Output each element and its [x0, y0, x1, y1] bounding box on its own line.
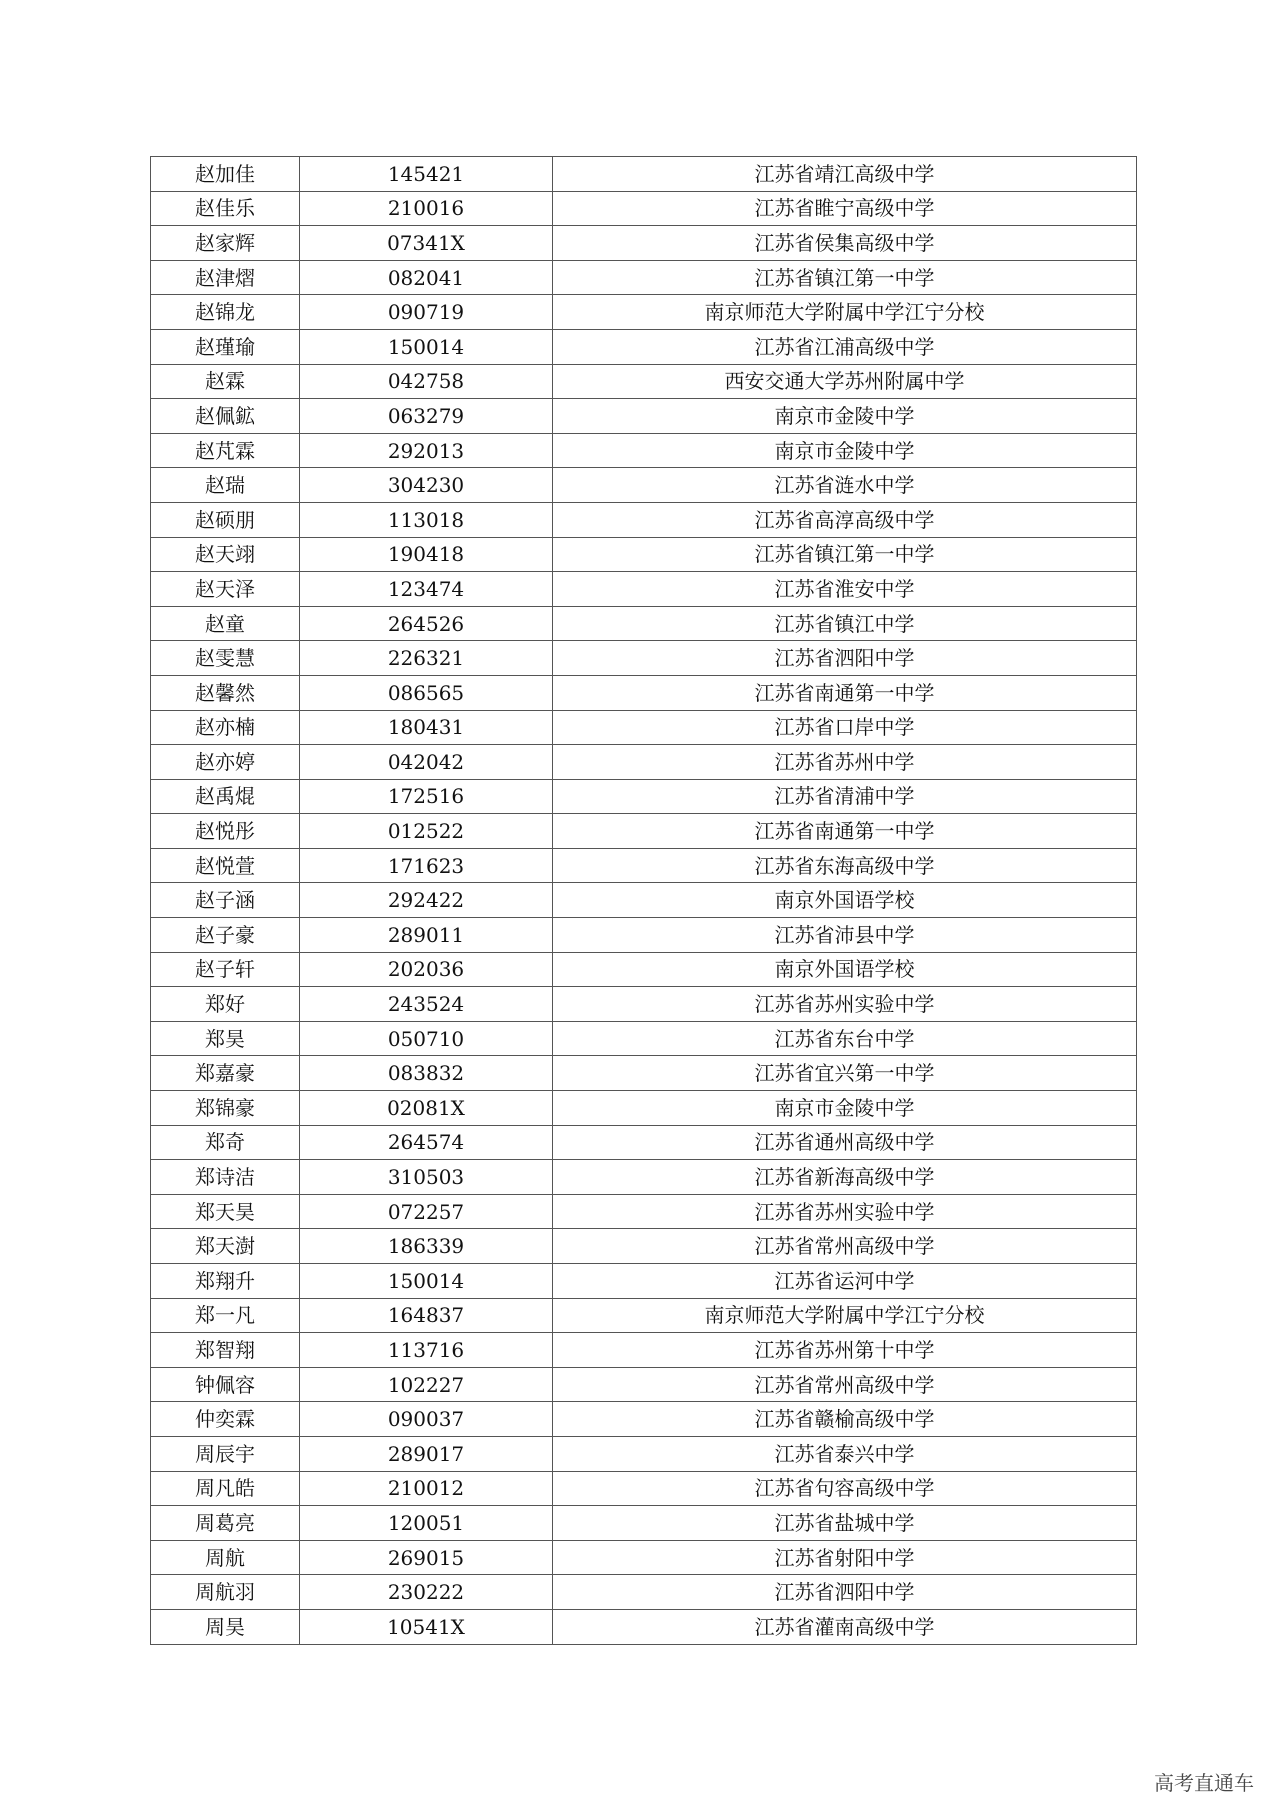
table-row: [151, 572, 1137, 607]
school-name-cell: 江苏省苏州中学: [553, 745, 1137, 780]
table-row: [151, 502, 1137, 537]
school-name-cell: 江苏省靖江高级中学: [553, 157, 1137, 192]
student-name-cell: 赵子轩: [151, 952, 300, 987]
table-row: [151, 987, 1137, 1022]
table-row: [151, 157, 1137, 192]
student-name-cell: 仲奕霖: [151, 1402, 300, 1437]
student-name-cell: 赵芃霖: [151, 433, 300, 468]
student-id-cell: 310503: [300, 1160, 553, 1195]
table-row: [151, 468, 1137, 503]
student-name-cell: 赵亦楠: [151, 710, 300, 745]
student-id-cell: 304230: [300, 468, 553, 503]
table-row: [151, 1575, 1137, 1610]
table-row: [151, 226, 1137, 261]
student-name-cell: 郑一凡: [151, 1298, 300, 1333]
student-name-cell: 周航: [151, 1540, 300, 1575]
table-row: [151, 1298, 1137, 1333]
table-row: [151, 260, 1137, 295]
student-id-cell: 292013: [300, 433, 553, 468]
student-id-cell: 072257: [300, 1194, 553, 1229]
school-name-cell: 江苏省江浦高级中学: [553, 329, 1137, 364]
table-row: [151, 191, 1137, 226]
student-name-cell: 赵悦萱: [151, 848, 300, 883]
table-row: [151, 329, 1137, 364]
student-id-cell: 083832: [300, 1056, 553, 1091]
student-id-cell: 264574: [300, 1125, 553, 1160]
table-row: [151, 710, 1137, 745]
school-name-cell: 江苏省灌南高级中学: [553, 1609, 1137, 1644]
school-name-cell: 南京师范大学附属中学江宁分校: [553, 1298, 1137, 1333]
table-row: [151, 918, 1137, 953]
student-id-cell: 086565: [300, 675, 553, 710]
watermark: 高考直通车: [1154, 1771, 1254, 1795]
school-name-cell: 江苏省睢宁高级中学: [553, 191, 1137, 226]
school-name-cell: 江苏省宜兴第一中学: [553, 1056, 1137, 1091]
school-name-cell: 南京外国语学校: [553, 952, 1137, 987]
table-row: [151, 883, 1137, 918]
student-name-cell: 周辰宇: [151, 1436, 300, 1471]
table-row: [151, 537, 1137, 572]
school-name-cell: 江苏省苏州实验中学: [553, 987, 1137, 1022]
student-id-cell: 090037: [300, 1402, 553, 1437]
table-row: [151, 1160, 1137, 1195]
student-id-cell: 172516: [300, 779, 553, 814]
student-name-cell: 周昊: [151, 1609, 300, 1644]
table-row: [151, 1229, 1137, 1264]
student-id-cell: 113018: [300, 502, 553, 537]
school-name-cell: 江苏省常州高级中学: [553, 1367, 1137, 1402]
school-name-cell: 江苏省东海高级中学: [553, 848, 1137, 883]
student-name-cell: 郑翔升: [151, 1264, 300, 1299]
table-row: [151, 675, 1137, 710]
student-name-cell: 赵加佳: [151, 157, 300, 192]
school-name-cell: 江苏省句容高级中学: [553, 1471, 1137, 1506]
table-row: [151, 606, 1137, 641]
student-id-cell: 012522: [300, 814, 553, 849]
student-id-cell: 171623: [300, 848, 553, 883]
student-id-cell: 210012: [300, 1471, 553, 1506]
table-row: [151, 1471, 1137, 1506]
student-id-cell: 123474: [300, 572, 553, 607]
student-id-cell: 264526: [300, 606, 553, 641]
table-row: [151, 1333, 1137, 1368]
table-row: [151, 1091, 1137, 1126]
school-name-cell: 江苏省苏州第十中学: [553, 1333, 1137, 1368]
school-name-cell: 江苏省南通第一中学: [553, 814, 1137, 849]
student-id-cell: 164837: [300, 1298, 553, 1333]
student-name-cell: 赵家辉: [151, 226, 300, 261]
school-name-cell: 江苏省镇江中学: [553, 606, 1137, 641]
table-row: [151, 779, 1137, 814]
table-row: [151, 1540, 1137, 1575]
student-id-cell: 226321: [300, 641, 553, 676]
student-name-cell: 赵瑾瑜: [151, 329, 300, 364]
student-name-cell: 周航羽: [151, 1575, 300, 1610]
table-row: [151, 1367, 1137, 1402]
table-row: [151, 1436, 1137, 1471]
student-id-cell: 063279: [300, 399, 553, 434]
table-row: [151, 364, 1137, 399]
table-row: [151, 1021, 1137, 1056]
table-row: [151, 1056, 1137, 1091]
student-id-cell: 269015: [300, 1540, 553, 1575]
student-name-cell: 郑锦豪: [151, 1091, 300, 1126]
school-name-cell: 江苏省侯集高级中学: [553, 226, 1137, 261]
student-name-cell: 郑智翔: [151, 1333, 300, 1368]
student-name-cell: 郑诗洁: [151, 1160, 300, 1195]
table-row: [151, 399, 1137, 434]
student-name-cell: 赵霖: [151, 364, 300, 399]
school-name-cell: 江苏省通州高级中学: [553, 1125, 1137, 1160]
student-id-cell: 082041: [300, 260, 553, 295]
student-id-cell: 145421: [300, 157, 553, 192]
table-row: [151, 745, 1137, 780]
student-id-cell: 090719: [300, 295, 553, 330]
school-name-cell: 南京师范大学附属中学江宁分校: [553, 295, 1137, 330]
table-row: [151, 1125, 1137, 1160]
school-name-cell: 江苏省清浦中学: [553, 779, 1137, 814]
student-name-cell: 赵子豪: [151, 918, 300, 953]
student-name-cell: 郑奇: [151, 1125, 300, 1160]
school-name-cell: 江苏省泗阳中学: [553, 1575, 1137, 1610]
school-name-cell: 江苏省运河中学: [553, 1264, 1137, 1299]
student-name-cell: 赵佳乐: [151, 191, 300, 226]
student-id-cell: 289017: [300, 1436, 553, 1471]
student-name-cell: 郑天澍: [151, 1229, 300, 1264]
student-name-cell: 周葛亮: [151, 1506, 300, 1541]
student-id-cell: 202036: [300, 952, 553, 987]
student-id-cell: 292422: [300, 883, 553, 918]
school-name-cell: 江苏省苏州实验中学: [553, 1194, 1137, 1229]
student-name-cell: 赵雯慧: [151, 641, 300, 676]
student-id-cell: 102227: [300, 1367, 553, 1402]
student-id-cell: 180431: [300, 710, 553, 745]
school-name-cell: 江苏省射阳中学: [553, 1540, 1137, 1575]
school-name-cell: 江苏省泰兴中学: [553, 1436, 1137, 1471]
table-row: [151, 433, 1137, 468]
school-name-cell: 江苏省东台中学: [553, 1021, 1137, 1056]
school-name-cell: 南京外国语学校: [553, 883, 1137, 918]
student-id-cell: 230222: [300, 1575, 553, 1610]
student-table-body: [151, 157, 1137, 1645]
school-name-cell: 江苏省高淳高级中学: [553, 502, 1137, 537]
school-name-cell: 江苏省淮安中学: [553, 572, 1137, 607]
table-row: [151, 641, 1137, 676]
student-id-cell: 120051: [300, 1506, 553, 1541]
student-name-cell: 郑好: [151, 987, 300, 1022]
school-name-cell: 江苏省赣榆高级中学: [553, 1402, 1137, 1437]
school-name-cell: 江苏省涟水中学: [553, 468, 1137, 503]
student-name-cell: 周凡皓: [151, 1471, 300, 1506]
school-name-cell: 江苏省镇江第一中学: [553, 260, 1137, 295]
table-row: [151, 295, 1137, 330]
school-name-cell: 江苏省泗阳中学: [553, 641, 1137, 676]
student-id-cell: 02081X: [300, 1091, 553, 1126]
table-row: [151, 1506, 1137, 1541]
student-id-cell: 289011: [300, 918, 553, 953]
student-name-cell: 赵禹焜: [151, 779, 300, 814]
school-name-cell: 江苏省沛县中学: [553, 918, 1137, 953]
table-row: [151, 848, 1137, 883]
student-name-cell: 赵悦彤: [151, 814, 300, 849]
student-name-cell: 钟佩容: [151, 1367, 300, 1402]
school-name-cell: 西安交通大学苏州附属中学: [553, 364, 1137, 399]
school-name-cell: 江苏省口岸中学: [553, 710, 1137, 745]
student-name-cell: 赵硕朋: [151, 502, 300, 537]
student-id-cell: 050710: [300, 1021, 553, 1056]
school-name-cell: 江苏省常州高级中学: [553, 1229, 1137, 1264]
student-name-cell: 郑嘉豪: [151, 1056, 300, 1091]
student-id-cell: 113716: [300, 1333, 553, 1368]
student-name-cell: 赵天翊: [151, 537, 300, 572]
student-name-cell: 赵亦婷: [151, 745, 300, 780]
school-name-cell: 江苏省镇江第一中学: [553, 537, 1137, 572]
student-name-cell: 赵子涵: [151, 883, 300, 918]
student-name-cell: 赵童: [151, 606, 300, 641]
table-row: [151, 1264, 1137, 1299]
student-name-cell: 郑天昊: [151, 1194, 300, 1229]
school-name-cell: 南京市金陵中学: [553, 433, 1137, 468]
student-id-cell: 186339: [300, 1229, 553, 1264]
school-name-cell: 江苏省南通第一中学: [553, 675, 1137, 710]
student-name-cell: 赵佩鉱: [151, 399, 300, 434]
student-name-cell: 郑昊: [151, 1021, 300, 1056]
table-row: [151, 1609, 1137, 1644]
student-id-cell: 10541X: [300, 1609, 553, 1644]
student-id-cell: 243524: [300, 987, 553, 1022]
student-id-cell: 042758: [300, 364, 553, 399]
student-name-cell: 赵馨然: [151, 675, 300, 710]
school-name-cell: 南京市金陵中学: [553, 1091, 1137, 1126]
student-name-cell: 赵锦龙: [151, 295, 300, 330]
student-id-cell: 210016: [300, 191, 553, 226]
student-table: [150, 156, 1137, 1645]
school-name-cell: 江苏省盐城中学: [553, 1506, 1137, 1541]
student-name-cell: 赵津熠: [151, 260, 300, 295]
student-id-cell: 150014: [300, 1264, 553, 1299]
table-row: [151, 1194, 1137, 1229]
student-id-cell: 190418: [300, 537, 553, 572]
student-id-cell: 042042: [300, 745, 553, 780]
student-name-cell: 赵天泽: [151, 572, 300, 607]
table-row: [151, 814, 1137, 849]
student-name-cell: 赵瑞: [151, 468, 300, 503]
table-row: [151, 1402, 1137, 1437]
table-row: [151, 952, 1137, 987]
school-name-cell: 南京市金陵中学: [553, 399, 1137, 434]
student-id-cell: 07341X: [300, 226, 553, 261]
school-name-cell: 江苏省新海高级中学: [553, 1160, 1137, 1195]
student-id-cell: 150014: [300, 329, 553, 364]
